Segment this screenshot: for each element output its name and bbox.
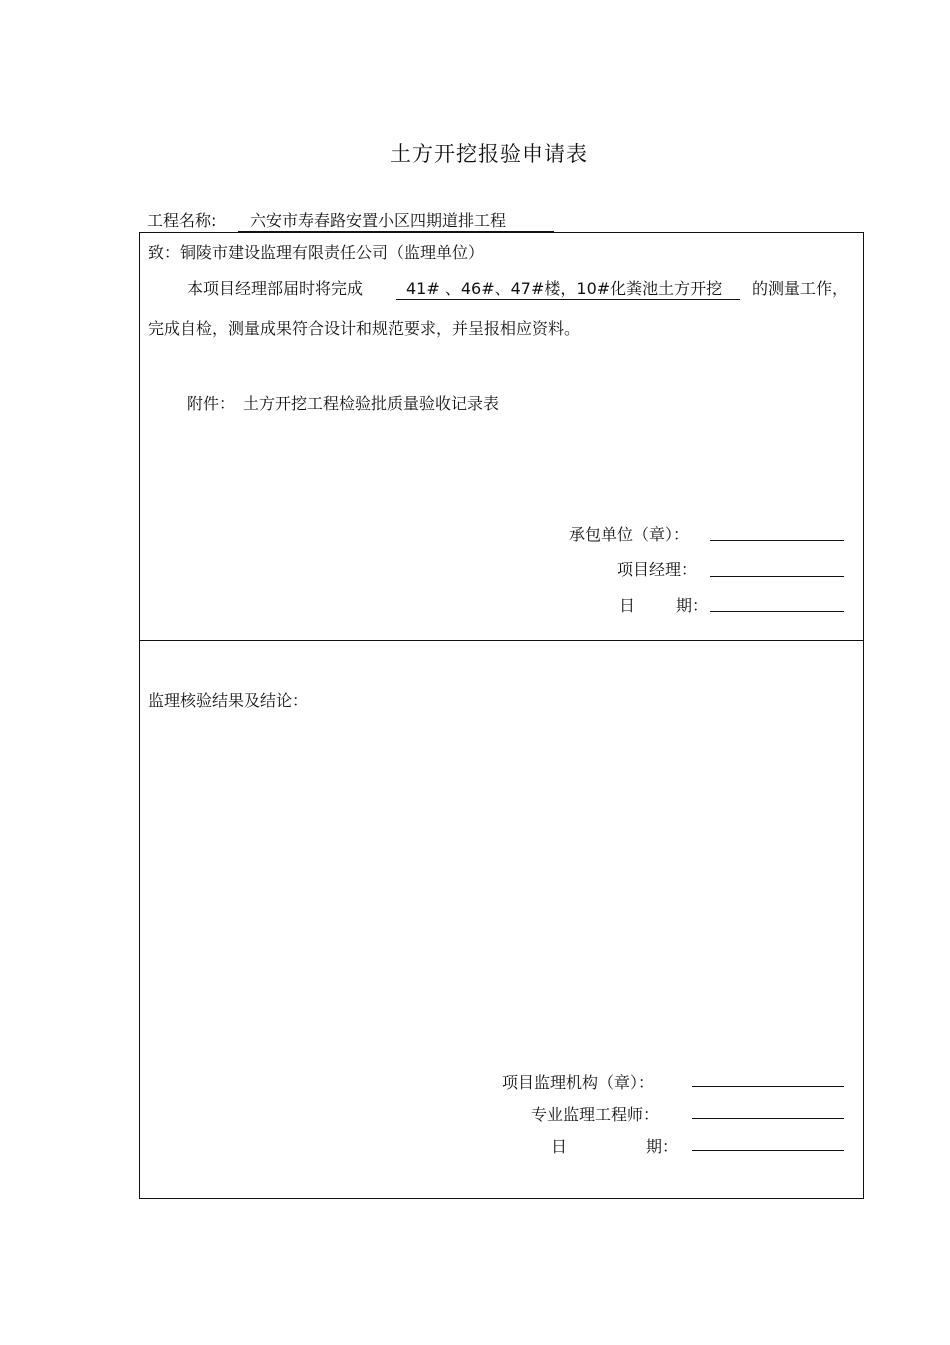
body-prefix: 本项目经理部届时将完成 xyxy=(187,279,364,298)
supervision-heading: 监理核验结果及结论： xyxy=(148,691,309,710)
supervision-agency-seal-label: 项目监理机构（章）： xyxy=(502,1073,655,1092)
addressee-line: 致：铜陵市建设监理有限责任公司（监理单位） xyxy=(148,243,485,262)
project-name-label: 工程名称: xyxy=(147,211,217,230)
supervision-section xyxy=(139,640,864,1199)
date-label-a: 日 xyxy=(619,596,636,615)
body-suffix: 的测量工作， xyxy=(752,279,849,298)
project-name-value: 六安市寿春路安置小区四期道排工程 xyxy=(238,208,554,232)
contractor-seal-line xyxy=(710,540,844,541)
project-manager-line xyxy=(710,576,844,577)
supervision-date-label-a: 日 xyxy=(551,1137,568,1156)
supervision-date-line xyxy=(692,1150,844,1151)
body-line-2: 完成自检，测量成果符合设计和规范要求，并呈报相应资料。 xyxy=(148,319,581,338)
project-manager-label: 项目经理： xyxy=(617,560,698,579)
page-title: 土方开挖报验申请表 xyxy=(390,142,588,166)
attachment-label: 附件： xyxy=(187,394,236,413)
supervising-engineer-label: 专业监理工程师： xyxy=(531,1105,660,1124)
attachment-name: 土方开挖工程检验批质量验收记录表 xyxy=(243,394,500,413)
contractor-seal-label: 承包单位（章）： xyxy=(569,525,690,544)
work-item-field: 41# 、46#、47#楼，10#化粪池土方开挖 xyxy=(396,276,740,300)
supervision-agency-seal-line xyxy=(692,1086,844,1087)
date-label-b: 期： xyxy=(676,596,709,615)
supervising-engineer-line xyxy=(692,1118,844,1119)
date-line xyxy=(710,611,844,612)
supervision-date-label-b: 期： xyxy=(646,1137,679,1156)
